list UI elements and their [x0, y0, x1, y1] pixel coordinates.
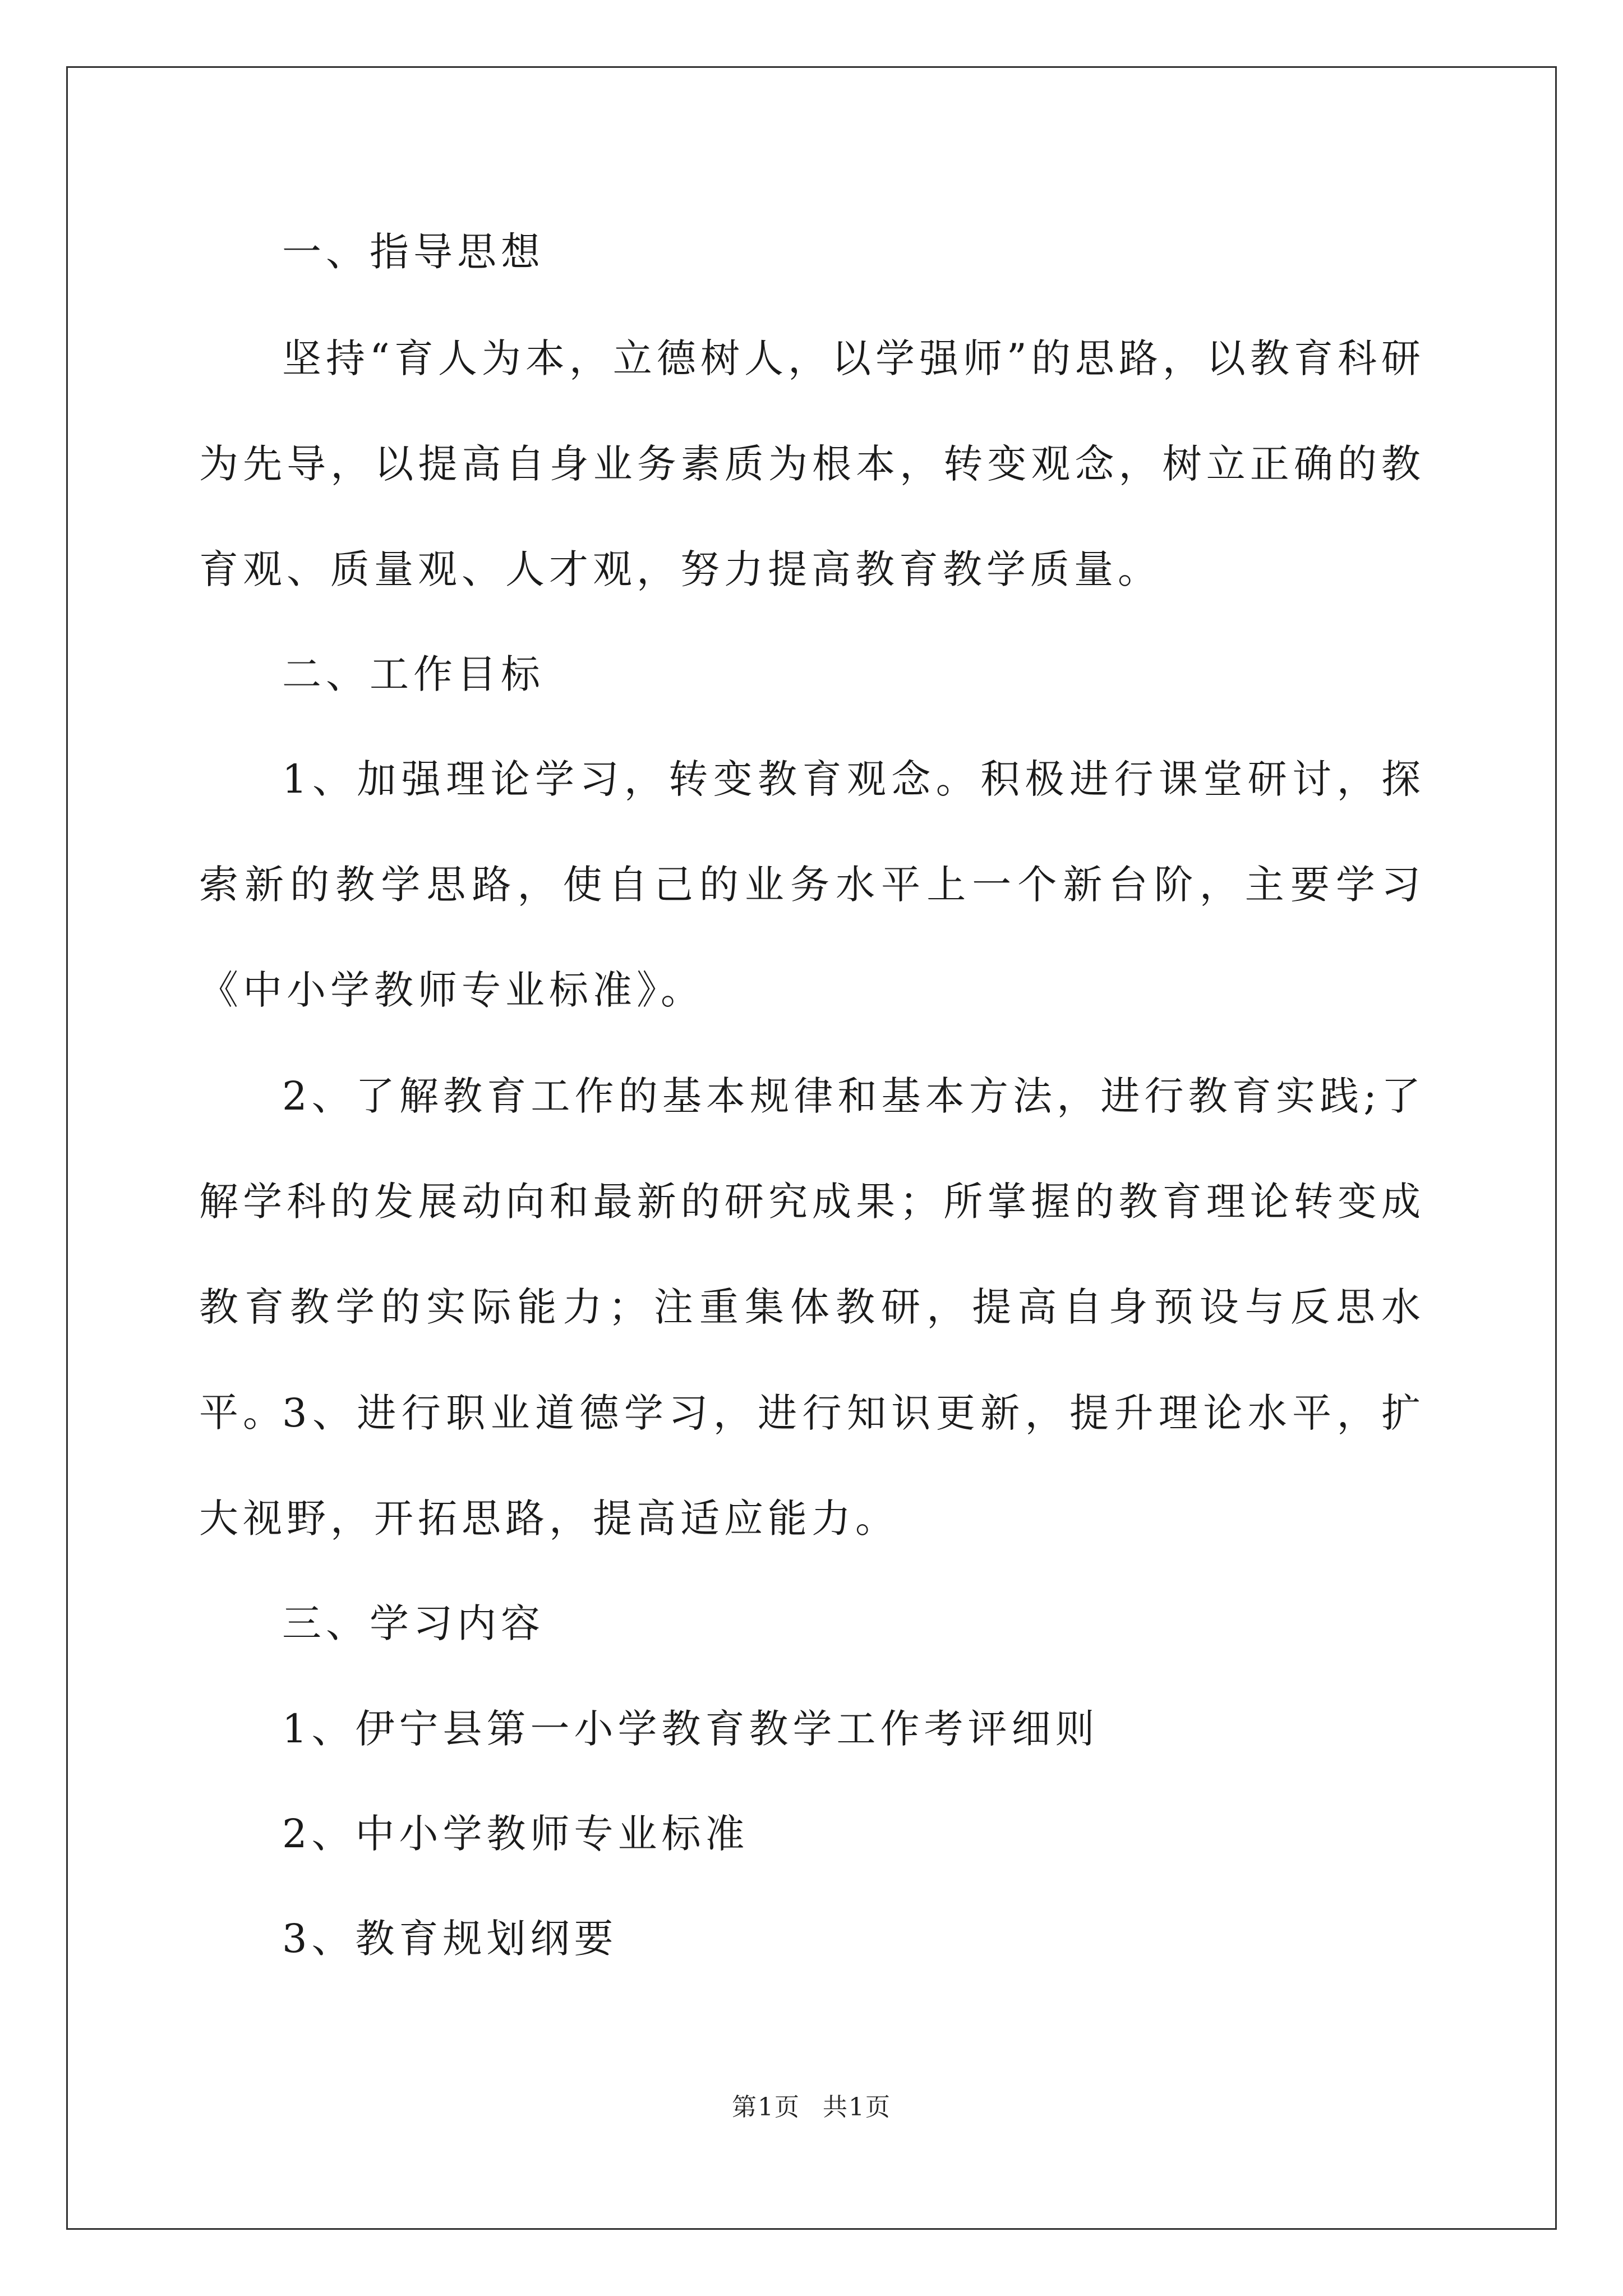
paragraph-goal-2: 2、了解教育工作的基本规律和基本方法，进行教育实践;了解学科的发展动向和最新的研究成果；所掌握的教育理论转变成教育教学的实际能力；注重集体教研，提高自身预设与反思水平。: [199, 1073, 1425, 1435]
list-item-2: 2、中小学教师专业标准: [282, 1811, 749, 1857]
paragraph-guiding-ideology: 坚持“育人为本，立德树人，以学强师”的思路，以教育科研为先导，以提高自身业务素质为根本，转变观念，树立正确的教育观、质量观、人才观，努力提高教育教学质量。: [199, 335, 1425, 592]
page-footer: [0, 2087, 1623, 2123]
section-heading-work-goals: 二、工作目标: [282, 651, 545, 697]
list-item-3: 3、教育规划纲要: [282, 1916, 618, 1962]
list-item-1: 1、伊宁县第一小学教育教学工作考评细则: [282, 1706, 1099, 1752]
paragraph-goal-1: 1、加强理论学习，转变教育观念。积极进行课堂研讨，探索新的教学思路，使自己的业务水平上一个新台阶，主要学习《中小学教师专业标准》。: [199, 756, 1425, 1013]
paragraph-goal-3: 3、进行职业道德学习，进行知识更新，提升理论水平，扩大视野，开拓思路，提高适应能力。: [199, 1390, 1425, 1542]
section-heading-study-content: 三、学习内容: [282, 1600, 545, 1646]
page-number: 第1页: [732, 2093, 800, 2122]
page-total: 共1页: [823, 2093, 891, 2122]
section-heading-guiding-ideology: 一、指导思想: [282, 229, 545, 275]
